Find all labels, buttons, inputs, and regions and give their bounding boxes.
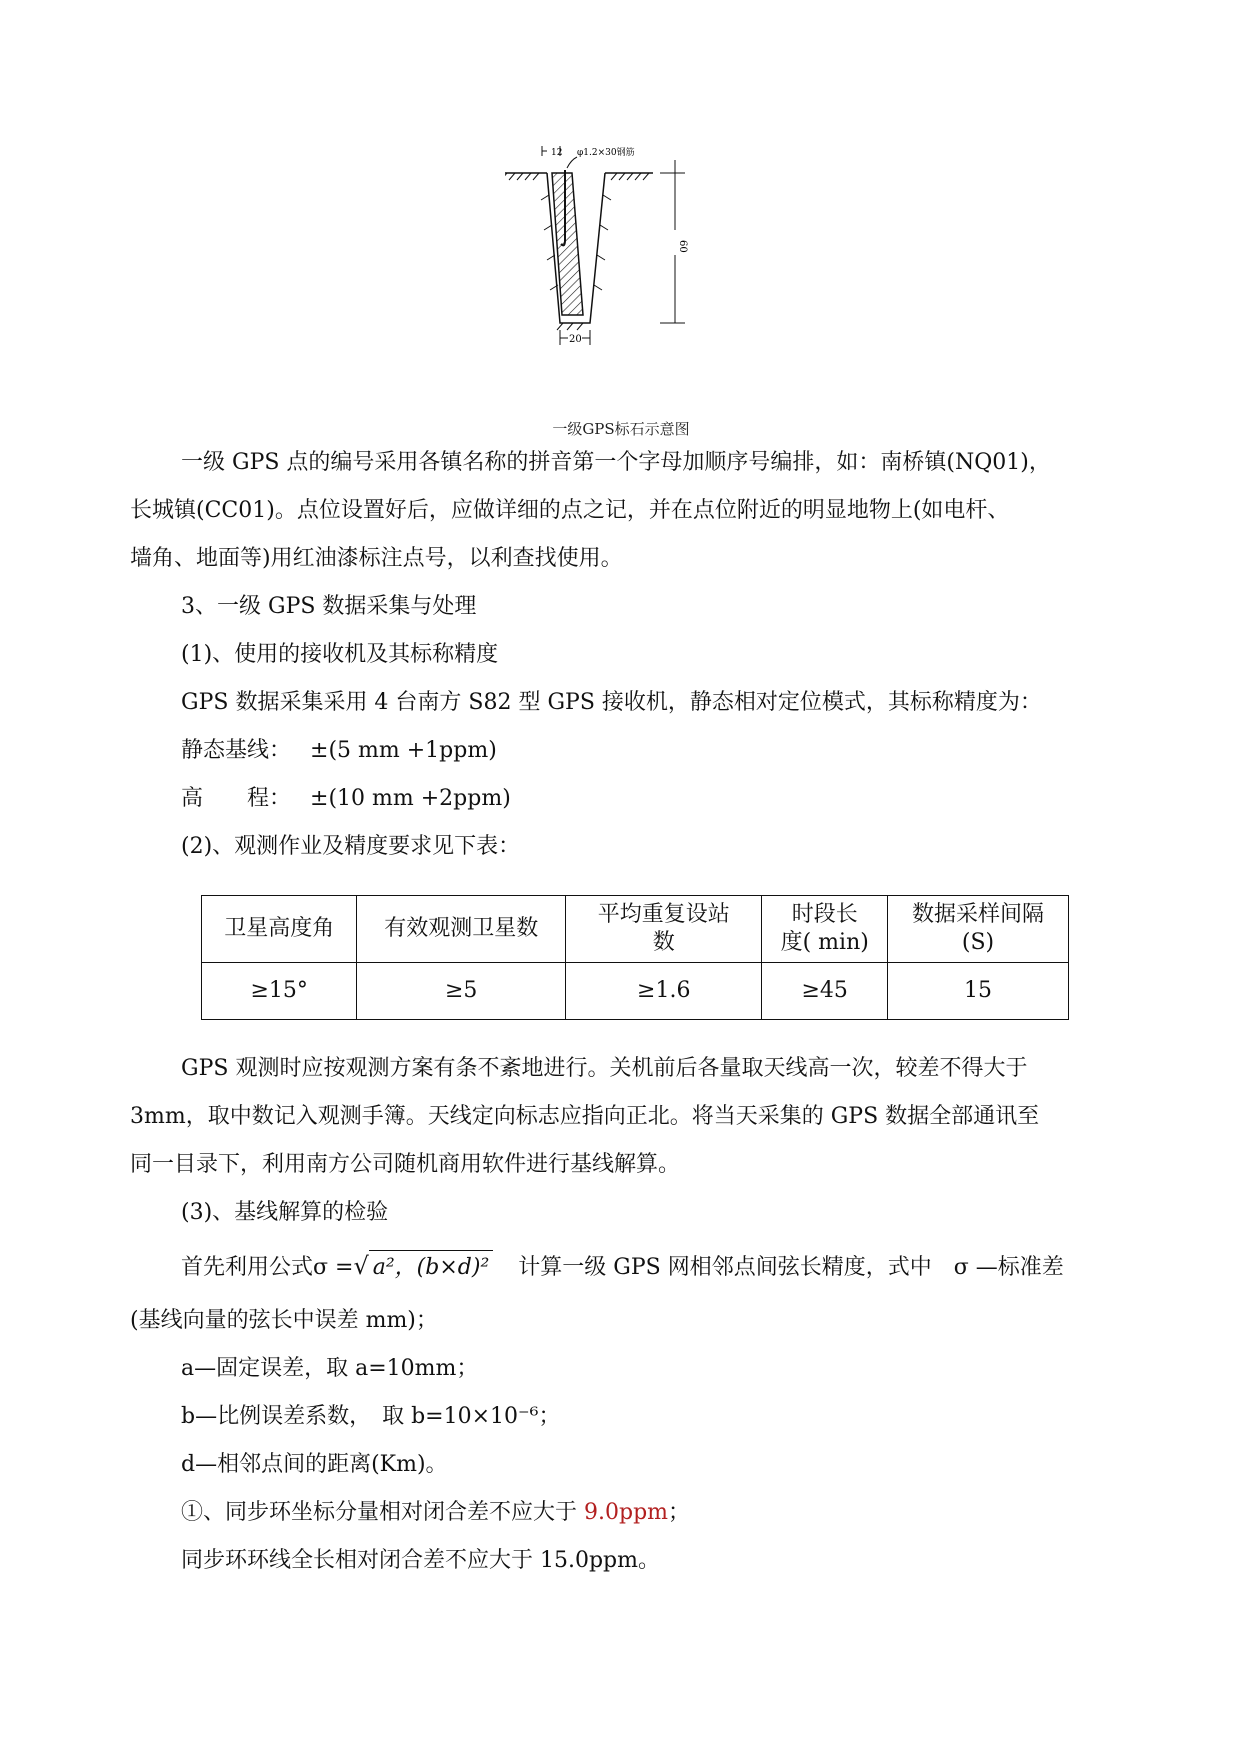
monument-drawing [505,140,750,380]
table-header-cell: 有效观测卫星数 [357,896,566,963]
criterion-1-text: ①、同步环坐标分量相对闭合差不应大于 [181,1500,584,1525]
subsection-heading: (2)、观测作业及精度要求见下表： [181,834,521,859]
precision-formula: a²，(b×d)² [369,1250,494,1283]
dim-bottom-label: 20 [569,334,582,345]
formula-explanation: 计算一级 GPS 网相邻点间弦长精度，式中 σ —标准差 [518,1255,1064,1280]
criterion-1-value: 9.0ppm [584,1500,669,1525]
paragraph-line: 墙角、地面等)用红油漆标注点号，以利查找使用。 [130,546,623,571]
subsection-heading: (1)、使用的接收机及其标称精度 [181,642,499,667]
formula-line: 首先利用公式σ =√ a²，(b×d)² 计算一级 GPS 网相邻点间弦长精度，式中 σ —标准差 [181,1250,1064,1283]
paragraph-line: 一级 GPS 点的编号采用各镇名称的拼音第一个字母加顺序号编排，如：南桥镇(NQ01)， [181,450,1051,475]
criterion-2: 同步环环线全长相对闭合差不应大于 15.0ppm。 [181,1548,661,1573]
paragraph-line: 同一目录下，利用南方公司随机商用软件进行基线解算。 [130,1152,681,1177]
paragraph-line: GPS 观测时应按观测方案有条不紊地进行。关机前后各量取天线高一次，较差不得大于 [181,1056,1028,1081]
table-row [202,963,1069,1020]
table-header-cell: 卫星高度角 [202,896,357,963]
dim-top-label: 12 [551,148,563,158]
table-cell: ≥45 [762,963,888,1020]
height-precision [181,784,511,814]
table-cell: ≥5 [357,963,566,1020]
observation-requirements-table [201,895,1069,1020]
rebar-label: φ1.2×30钢筋 [577,148,635,158]
paragraph-line: (基线向量的弦长中误差 mm)； [130,1308,438,1333]
static-precision [181,736,497,766]
paragraph-line: 长城镇(CC01)。点位设置好后，应做详细的点之记，并在点位附近的明显地物上(如电杆、 [130,498,1010,523]
paragraph-line: 3mm，取中数记入观测手簿。天线定向标志应指向正北。将当天采集的 GPS 数据全部通讯至 [130,1104,1040,1129]
static-value: ±(5 mm +1ppm) [310,738,497,763]
criterion-1-end: ； [668,1500,691,1525]
definition-a: a—固定误差，取 a=10mm； [181,1356,479,1381]
section-heading: 3、一级 GPS 数据采集与处理 [181,594,477,619]
table-header-row [202,896,1069,963]
definition-d: d—相邻点间的距离(Km)。 [181,1452,448,1477]
gps-monument-diagram [505,140,750,380]
height-label: 高 程： [181,786,292,811]
subsection-heading: (3)、基线解算的检验 [181,1200,389,1225]
table-cell: 15 [887,963,1068,1020]
static-label: 静态基线： [181,738,292,763]
table-cell: ≥1.6 [566,963,762,1020]
figure-caption: 一级GPS标石示意图 [552,420,690,438]
criterion-1 [181,1498,690,1528]
formula-intro: 首先利用公式σ = [181,1255,354,1280]
definition-b: b—比例误差系数， 取 b=10×10⁻⁶； [181,1404,561,1429]
height-value: ±(10 mm +2ppm) [310,786,511,811]
table-header-cell: 平均重复设站 数 [566,896,762,963]
paragraph-line: GPS 数据采集采用 4 台南方 S82 型 GPS 接收机，静态相对定位模式，其标称精度为： [181,690,1042,715]
table-header-cell: 时段长 度( min) [762,896,888,963]
table-header-cell: 数据采样间隔 (S) [887,896,1068,963]
dim-height-label: 60 [677,240,688,253]
table-cell: ≥15° [202,963,357,1020]
